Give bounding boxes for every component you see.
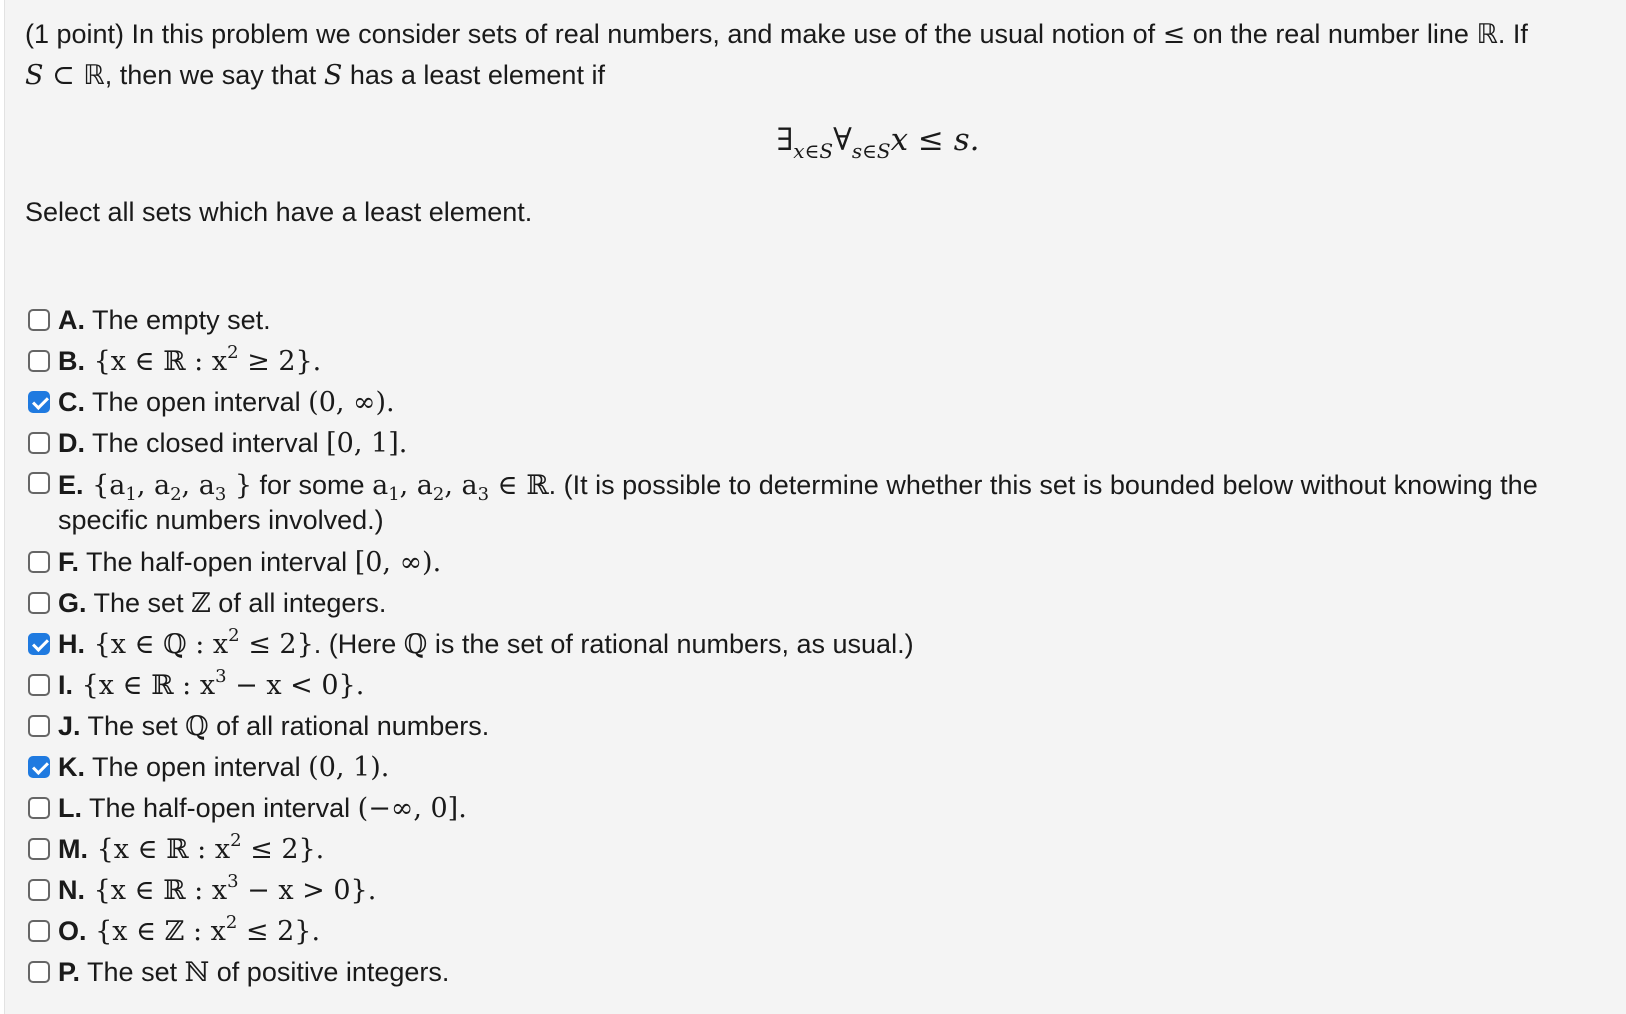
checkbox[interactable] [28, 756, 50, 778]
option-math: 3 [215, 666, 227, 687]
option-text: . (Here [313, 629, 404, 659]
option-k[interactable] [25, 747, 1621, 788]
option-math: 1 [125, 484, 137, 505]
option-math: 3 [227, 871, 239, 892]
intro-text: has a least element if [342, 60, 605, 90]
checkbox[interactable] [28, 879, 50, 901]
option-letter: E. [58, 470, 84, 500]
leq-symbol: ≤ [1162, 19, 1186, 50]
set-S-symbol: S [323, 60, 343, 91]
option-letter: B. [58, 346, 85, 376]
option-math: {x ∈ ℝ : x [85, 875, 228, 906]
option-math: , a [136, 470, 171, 501]
option-text: The empty set. [85, 305, 271, 335]
option-i[interactable] [25, 665, 1621, 706]
intro-text: . If [1497, 19, 1528, 49]
option-math: 2 [230, 830, 242, 851]
option-math: (0, 1). [308, 752, 390, 783]
checkbox[interactable] [28, 592, 50, 614]
exists-symbol: ∃ [776, 122, 794, 158]
option-j[interactable] [25, 706, 1621, 747]
checkbox[interactable] [28, 674, 50, 696]
option-letter: O. [58, 916, 87, 946]
formula-body: x ≤ s. [890, 122, 980, 158]
option-text: of positive integers. [209, 957, 450, 987]
option-math: a [372, 470, 389, 501]
option-text: The set [86, 588, 192, 618]
problem-intro [25, 14, 1615, 96]
option-b[interactable] [25, 341, 1621, 382]
checkbox[interactable] [28, 797, 50, 819]
option-math: , a [399, 470, 433, 501]
option-text: The open interval [85, 752, 309, 782]
option-math: , a [444, 470, 478, 501]
option-letter: K. [58, 752, 85, 782]
option-text: for some [252, 470, 373, 500]
option-letter: J. [58, 711, 81, 741]
option-letter: G. [58, 588, 87, 618]
option-math: 2 [170, 484, 182, 505]
option-math: ℚ [403, 629, 428, 660]
option-math: 3 [477, 484, 490, 505]
intro-text: (1 point) In this problem we consider sets of real numbers, and make use of the usual notion of [25, 19, 1163, 49]
option-text: The half-open interval [79, 547, 355, 577]
option-l[interactable] [25, 788, 1621, 829]
option-math: {x ∈ ℚ : x [85, 629, 229, 660]
checkbox[interactable] [28, 309, 50, 331]
select-prompt: Select all sets which have a least element. [25, 197, 533, 227]
option-f[interactable] [25, 542, 1621, 583]
option-math: {x ∈ ℤ : x [86, 916, 226, 947]
exists-subscript: x∈S [793, 139, 834, 163]
reals-symbol: ℝ [1476, 19, 1498, 50]
option-math: 3 [214, 484, 227, 505]
option-e[interactable] [25, 464, 1621, 542]
option-letter: H. [58, 629, 85, 659]
option-math: 2 [432, 484, 445, 505]
option-math: [0, ∞). [354, 547, 442, 578]
option-math: ℚ [185, 711, 209, 742]
subset-symbol: ⊂ [43, 60, 84, 91]
option-text: The set [80, 957, 185, 987]
option-text: The set [80, 711, 186, 741]
option-text: The closed interval [85, 428, 327, 458]
option-letter: P. [58, 957, 81, 987]
option-text: of all integers. [210, 588, 387, 618]
option-math: ≤ 2}. [237, 916, 321, 947]
checkbox[interactable] [28, 838, 50, 860]
checkbox[interactable] [28, 715, 50, 737]
option-text: of all rational numbers. [208, 711, 490, 741]
option-o[interactable] [25, 911, 1621, 952]
option-h[interactable] [25, 624, 1621, 665]
option-text: . (It is possible to determine whether this set is bounded below without knowing the specific numbers involved.) [58, 470, 1538, 535]
intro-text: , then we say that [104, 60, 324, 90]
option-math: , a [181, 470, 215, 501]
option-g[interactable] [25, 583, 1621, 624]
forall-subscript: s∈S [851, 139, 891, 163]
reals-symbol: ℝ [83, 60, 105, 91]
option-math: (−∞, 0]. [357, 793, 467, 824]
least-element-formula [5, 122, 1626, 163]
option-math: − x > 0}. [238, 875, 377, 906]
option-text: The open interval [85, 387, 309, 417]
options-list [25, 300, 1621, 993]
option-text: The half-open interval [82, 793, 358, 823]
option-letter: N. [58, 875, 85, 905]
option-math: (0, ∞). [308, 387, 395, 418]
checkbox[interactable] [28, 920, 50, 942]
forall-symbol: ∀ [833, 122, 852, 158]
option-text: is the set of rational numbers, as usual.) [427, 629, 914, 659]
option-math: 1 [388, 484, 400, 505]
set-S-symbol: S [25, 60, 44, 91]
option-math: {x ∈ ℝ : x [85, 346, 228, 377]
option-math: ≤ 2}. [241, 834, 325, 865]
option-math: ∈ ℝ [489, 470, 549, 501]
option-c[interactable] [25, 382, 1621, 423]
option-letter: M. [58, 834, 88, 864]
option-math: 2 [225, 912, 238, 933]
option-math: {x ∈ ℝ : x [73, 670, 216, 701]
checkbox[interactable] [28, 961, 50, 983]
option-letter: L. [58, 793, 82, 823]
problem-panel [4, 0, 1626, 1014]
option-math: {a [83, 470, 126, 501]
option-math: ℤ [191, 588, 211, 619]
option-a[interactable] [25, 300, 1621, 341]
option-math: [0, 1]. [326, 428, 408, 459]
checkbox[interactable] [28, 633, 50, 655]
option-math: ≥ 2}. [238, 346, 322, 377]
option-p[interactable] [25, 952, 1621, 993]
option-math: 2 [227, 342, 239, 363]
option-math: ℕ [184, 957, 210, 988]
option-math: {x ∈ ℝ : x [88, 834, 231, 865]
option-math: 2 [228, 625, 240, 646]
option-letter: F. [58, 547, 80, 577]
option-n[interactable] [25, 870, 1621, 911]
option-letter: I. [58, 670, 74, 700]
option-d[interactable] [25, 423, 1621, 464]
checkbox[interactable] [28, 350, 50, 372]
checkbox[interactable] [28, 551, 50, 573]
option-letter: C. [58, 387, 85, 417]
option-letter: A. [58, 305, 85, 335]
option-m[interactable] [25, 829, 1621, 870]
option-math: − x < 0}. [226, 670, 365, 701]
checkbox[interactable] [28, 432, 50, 454]
intro-text: on the real number line [1185, 19, 1477, 49]
checkbox[interactable] [28, 391, 50, 413]
option-math: ≤ 2} [239, 629, 314, 660]
option-letter: D. [58, 428, 85, 458]
option-math: } [226, 470, 253, 501]
checkbox[interactable] [28, 472, 50, 494]
